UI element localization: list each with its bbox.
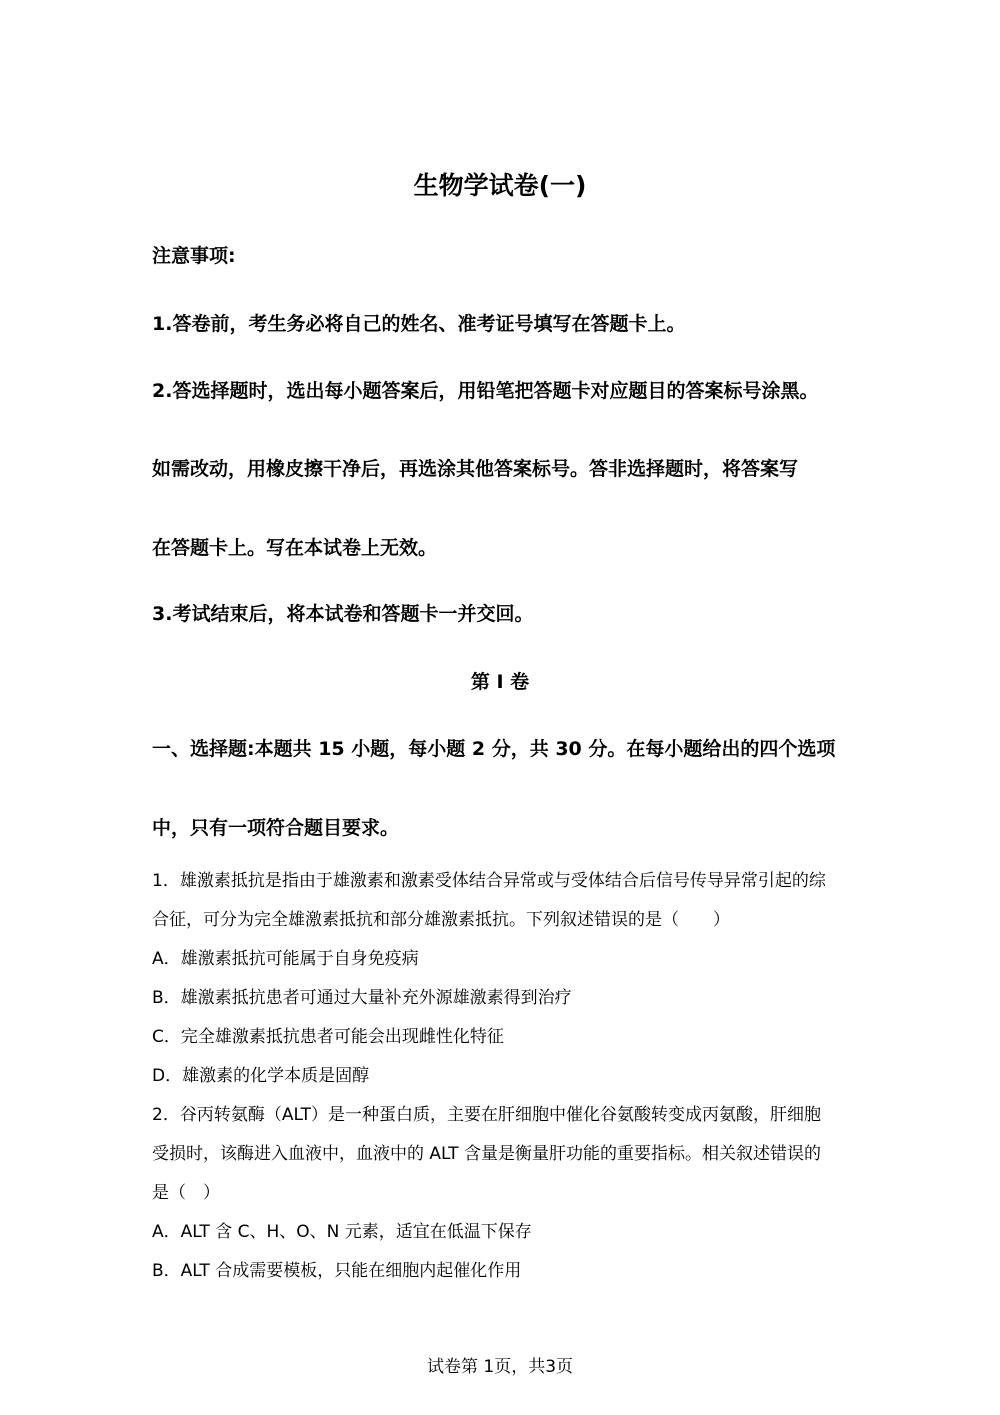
question-1-stem: 1．雄激素抵抗是指由于雄激素和激素受体结合异常或与受体结合后信号传导异常引起的综 bbox=[152, 871, 826, 891]
notice-line: 在答题卡上。写在本试卷上无效。 bbox=[152, 537, 438, 559]
question-1-stem: 合征，可分为完全雄激素抵抗和部分雄激素抵抗。下列叙述错误的是（ ） bbox=[152, 910, 730, 930]
question-1-option-c: C．完全雄激素抵抗患者可能会出现雌性化特征 bbox=[152, 1027, 504, 1047]
question-1-option-a: A．雄激素抵抗可能属于自身免疫病 bbox=[152, 949, 419, 969]
notice-line: 1.答卷前，考生务必将自己的姓名、准考证号填写在答题卡上。 bbox=[152, 313, 686, 335]
section-heading: 中，只有一项符合题目要求。 bbox=[152, 817, 400, 839]
notice-line: 2.答选择题时，选出每小题答案后，用铅笔把答题卡对应题目的答案标号涂黑。 bbox=[152, 380, 819, 402]
section-heading: 一、选择题:本题共 15 小题，每小题 2 分，共 30 分。在每小题给出的四个选项 bbox=[152, 738, 836, 760]
part-title: 第 I 卷 bbox=[470, 671, 530, 693]
question-2-stem: 2．谷丙转氨酶（ALT）是一种蛋白质，主要在肝细胞中催化谷氨酸转变成丙氨酸，肝细胞 bbox=[152, 1105, 821, 1125]
question-1-option-d: D．雄激素的化学本质是固醇 bbox=[152, 1066, 370, 1086]
page-footer: 试卷第 1页，共3页 bbox=[426, 1357, 574, 1377]
page-title: 生物学试卷(一) bbox=[413, 171, 587, 200]
question-1-option-b: B．雄激素抵抗患者可通过大量补充外源雄激素得到治疗 bbox=[152, 988, 572, 1008]
notice-line: 如需改动，用橡皮擦干净后，再选涂其他答案标号。答非选择题时，将答案写 bbox=[152, 458, 799, 480]
notice-line: 3.考试结束后，将本试卷和答题卡一并交回。 bbox=[152, 603, 534, 625]
question-2-stem: 是（ ） bbox=[152, 1183, 220, 1203]
question-2-stem: 受损时，该酶进入血液中，血液中的 ALT 含量是衡量肝功能的重要指标。相关叙述错误的 bbox=[152, 1144, 821, 1164]
question-2-option-b: B．ALT 合成需要模板，只能在细胞内起催化作用 bbox=[152, 1261, 522, 1281]
question-2-option-a: A．ALT 含 C、H、O、N 元素，适宜在低温下保存 bbox=[152, 1222, 532, 1242]
notice-heading: 注意事项: bbox=[152, 245, 236, 267]
